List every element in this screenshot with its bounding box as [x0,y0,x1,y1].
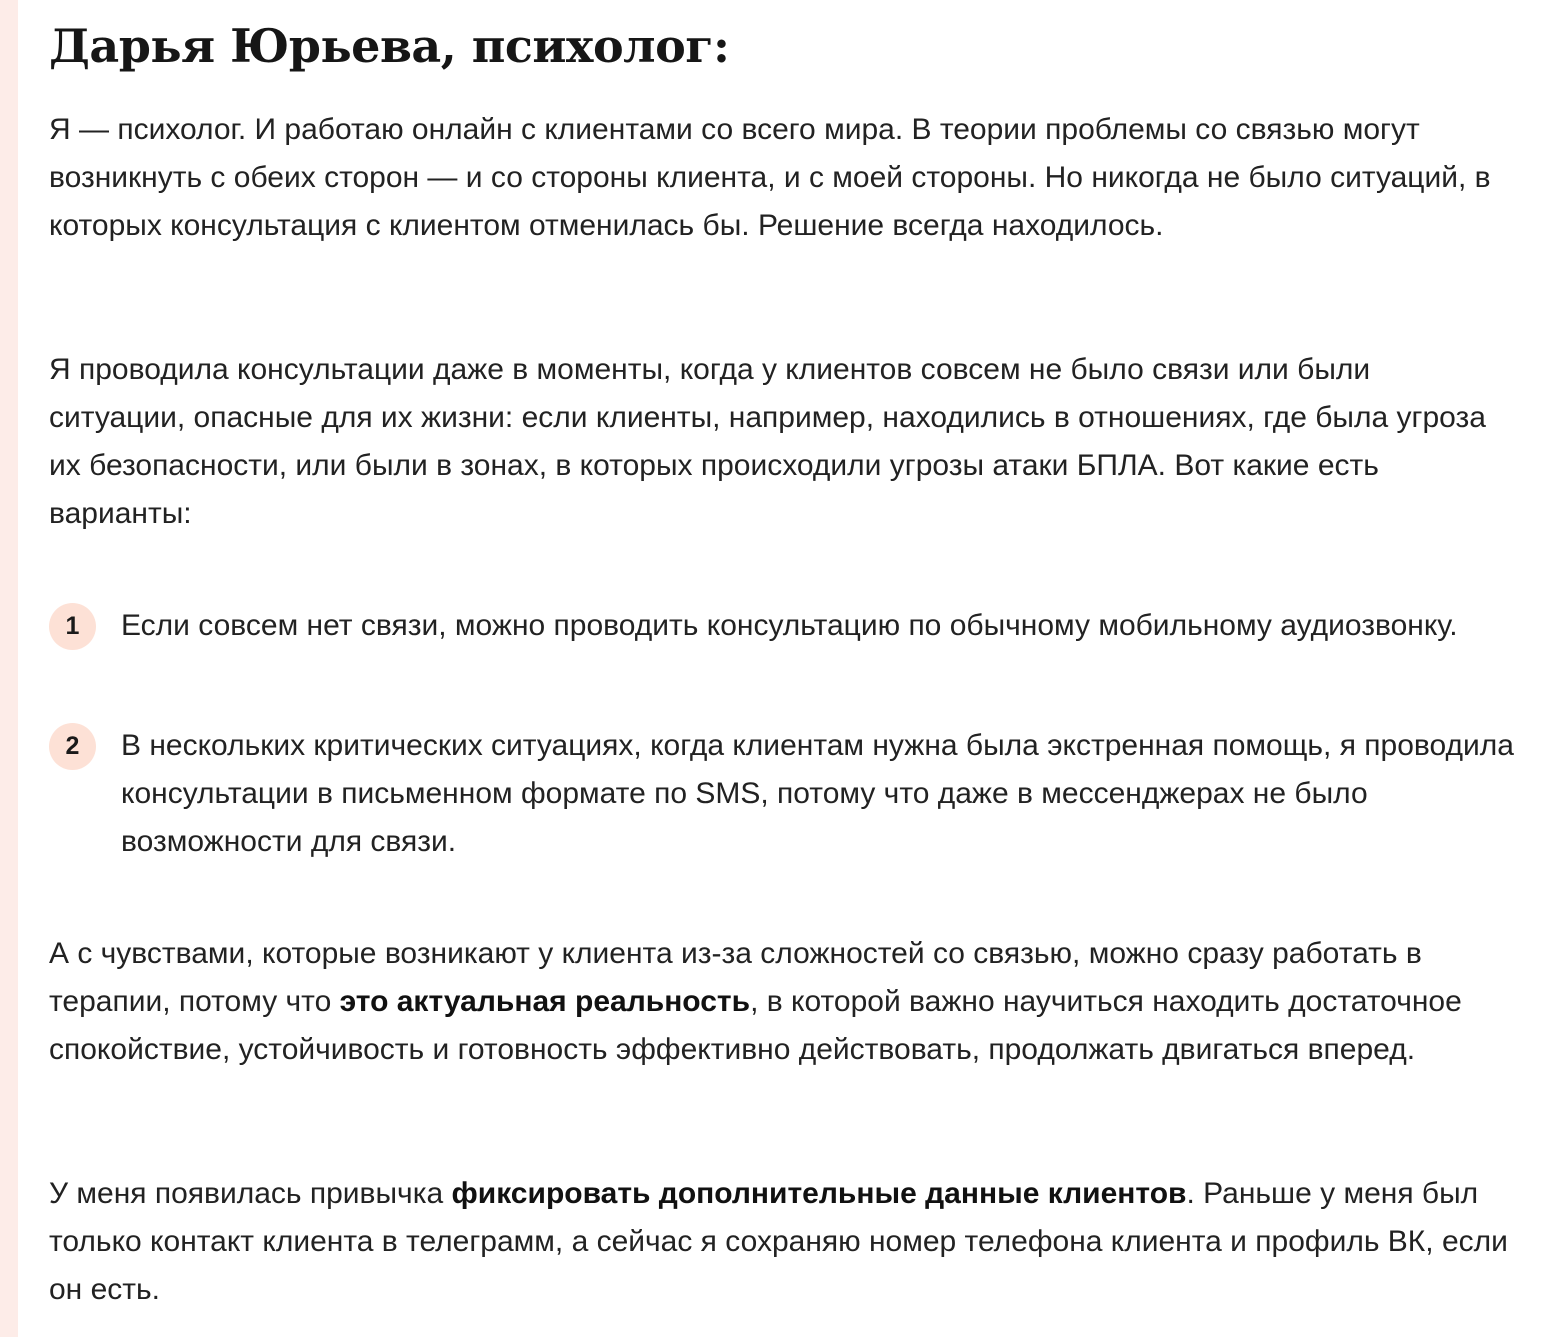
emphasis-text: это актуальная реальность [339,985,751,1018]
paragraph-text: , в которой важно научиться находить достаточное спокойствие, устойчивость и готовность эффективно действовать, продолжать двигаться вперед. [49,985,1462,1066]
paragraph-text: . Раньше у меня был только контакт клиента в телеграмм, а сейчас я сохраняю номер телефона клиента и профиль ВК, если он есть. [49,1177,1508,1306]
paragraph-feelings [49,930,1509,1074]
list-number-badge: 2 [49,723,96,770]
paragraph-text: А с чувствами, которые возникают у клиента из-за сложностей со связью, можно сразу работать в терапии, потому что [49,937,1422,1018]
paragraph-situations: Я проводила консультации даже в моменты, когда у клиентов совсем не было связи или были ситуации, опасные для их жизни: если клиенты, например, находились в отношениях, где была угроза их безопасности, или были в зонах, в которых происходили угрозы атаки БПЛА. Вот какие есть варианты: [49,353,1486,530]
emphasis-text: фиксировать дополнительные данные клиентов [451,1177,1187,1210]
paragraph-intro: Я — психолог. И работаю онлайн с клиентами со всего мира. В теории проблемы со связью могут возникнуть с обеих сторон — и со стороны клиента, и с моей стороны. Но никогда не было ситуаций, в которых консультация с клиентом отменилась бы. Решение всегда находилось. [49,113,1491,242]
paragraph-habit [49,1170,1509,1314]
list-item-text: Если совсем нет связи, можно проводить консультацию по обычному мобильному аудиозвонку. [121,609,1458,642]
left-accent-bar [0,0,18,1337]
paragraph-text: У меня появилась привычка [49,1177,452,1210]
list-number-badge: 1 [49,603,96,650]
expert-heading: Дарья Юрьева, психолог: [49,19,730,73]
list-item-text: В нескольких критических ситуациях, когда клиентам нужна была экстренная помощь, я проводила консультации в письменном формате по SMS, потому что даже в мессенджерах не было возможности для связи. [121,729,1514,858]
